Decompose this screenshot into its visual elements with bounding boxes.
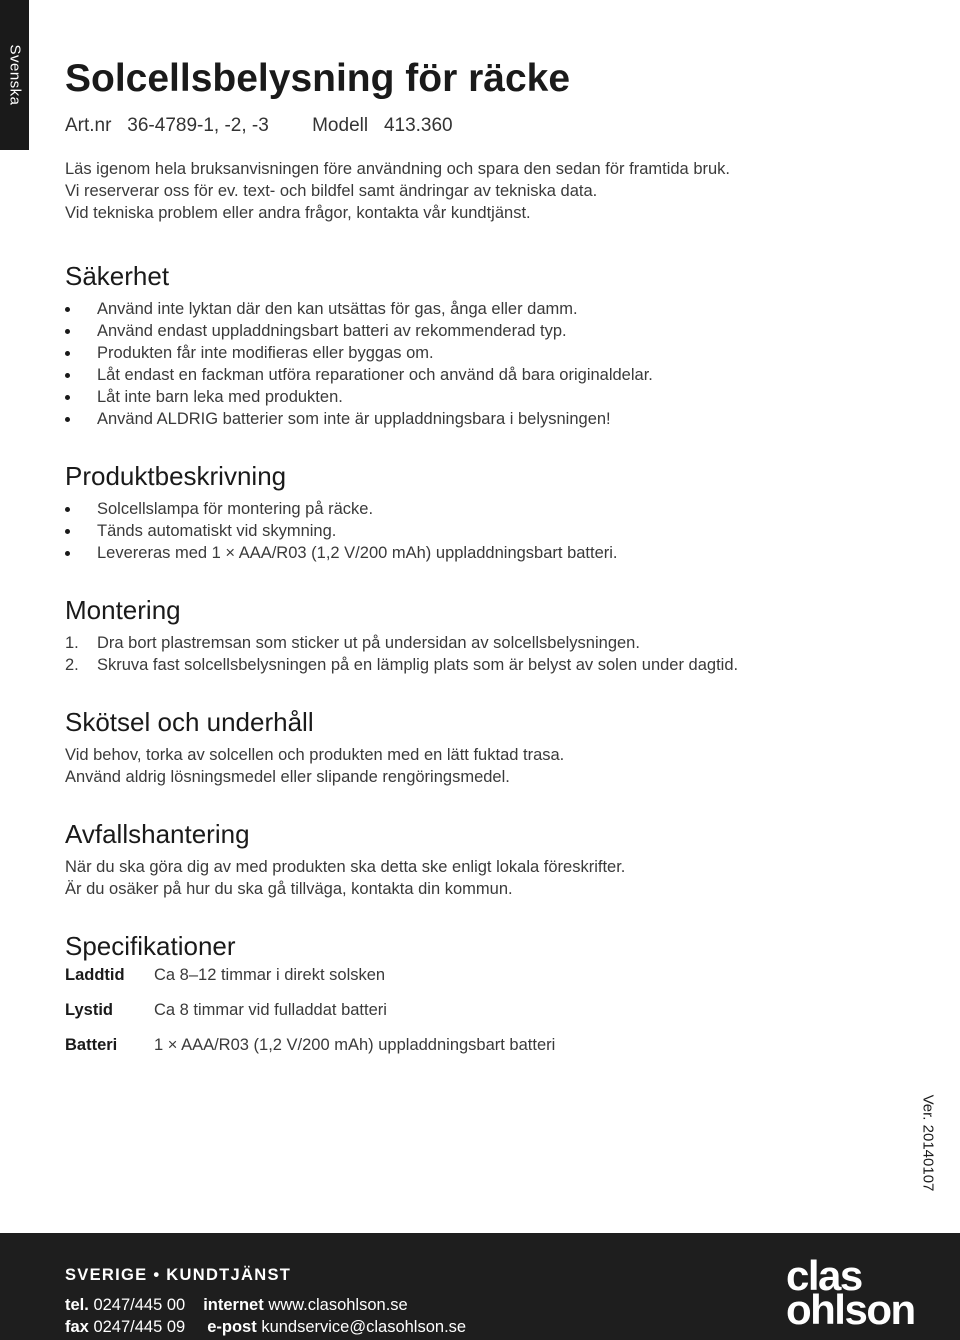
mounting-heading: Montering bbox=[65, 595, 181, 625]
spec-row bbox=[65, 999, 925, 1021]
safety-list bbox=[65, 298, 925, 430]
page-title: Solcellsbelysning för räcke bbox=[65, 57, 571, 100]
spec-row bbox=[65, 1034, 925, 1056]
list-item: Produkten får inte modifieras eller byggas om. bbox=[65, 342, 925, 364]
spec-value: 1 × AAA/R03 (1,2 V/200 mAh) uppladdningsbart batteri bbox=[154, 1036, 556, 1054]
list-item: 1. Dra bort plastremsan som sticker ut på undersidan av solcellsbelysningen. bbox=[65, 634, 640, 652]
intro-line: Läs igenom hela bruksanvisningen före användning och spara den sedan för framtida bruk. bbox=[65, 160, 731, 178]
description-heading: Produktbeskrivning bbox=[65, 461, 287, 491]
care-text: Vid behov, torka av solcellen och produkten med en lätt fuktad trasa. Använd aldrig lösningsmedel eller slipande rengöringsmedel. bbox=[65, 746, 565, 786]
list-item: Låt endast en fackman utföra reparationer och använd då bara originaldelar. bbox=[65, 364, 925, 386]
bullet-icon bbox=[65, 329, 70, 334]
mounting-steps bbox=[65, 632, 925, 676]
model-label: Modell bbox=[312, 115, 369, 136]
footer-contact-row: tel. 0247/445 00 internet www.clasohlson.se bbox=[65, 1296, 408, 1314]
language-label: Svenska bbox=[6, 44, 23, 106]
brand-logo: clas ohlson bbox=[786, 1252, 915, 1333]
intro-text bbox=[65, 158, 925, 224]
intro-line: Vid tekniska problem eller andra frågor, kontakta vår kundtjänst. bbox=[65, 204, 531, 222]
fax-number: 0247/445 09 bbox=[93, 1318, 186, 1336]
footer-contact-row: fax 0247/445 09 e-post kundservice@clasohlson.se bbox=[65, 1318, 467, 1336]
bullet-icon bbox=[65, 529, 70, 534]
specs-table bbox=[65, 964, 925, 1056]
intro-line: Vi reserverar oss för ev. text- och bildfel samt ändringar av tekniska data. bbox=[65, 182, 598, 200]
website-link[interactable]: www.clasohlson.se bbox=[268, 1296, 408, 1314]
list-item: 2. Skruva fast solcellsbelysningen på en lämplig plats som är belyst av solen under dagtid. bbox=[65, 656, 739, 674]
care-heading: Skötsel och underhåll bbox=[65, 707, 314, 737]
bullet-icon bbox=[65, 395, 70, 400]
description-list bbox=[65, 498, 925, 564]
list-item: Använd ALDRIG batterier som inte är uppladdningsbara i belysningen! bbox=[65, 408, 925, 430]
bullet-icon bbox=[65, 417, 70, 422]
list-item: Solcellslampa för montering på räcke. bbox=[65, 498, 925, 520]
list-item: Använd endast uppladdningsbart batteri av rekommenderad typ. bbox=[65, 320, 925, 342]
disposal-heading: Avfallshantering bbox=[65, 819, 250, 849]
bullet-icon bbox=[65, 551, 70, 556]
list-item: Låt inte barn leka med produkten. bbox=[65, 386, 925, 408]
spec-value: Ca 8 timmar vid fulladdat batteri bbox=[154, 1001, 387, 1019]
spec-label: Laddtid bbox=[65, 966, 125, 984]
email-link[interactable]: kundservice@clasohlson.se bbox=[261, 1318, 467, 1336]
article-line bbox=[65, 113, 925, 139]
bullet-icon bbox=[65, 351, 70, 356]
spec-row bbox=[65, 964, 925, 986]
bullet-icon bbox=[65, 307, 70, 312]
spec-label: Lystid bbox=[65, 1001, 113, 1019]
list-item: Levereras med 1 × AAA/R03 (1,2 V/200 mAh) uppladdningsbart batteri. bbox=[65, 542, 925, 564]
specs-heading: Specifikationer bbox=[65, 931, 236, 961]
footer bbox=[0, 1233, 960, 1340]
footer-title: SVERIGE • KUNDTJÄNST bbox=[65, 1266, 292, 1284]
model-number: 413.360 bbox=[383, 115, 453, 136]
version-label: Ver. 20140107 bbox=[919, 1094, 937, 1192]
list-item: Tänds automatiskt vid skymning. bbox=[65, 520, 925, 542]
bullet-icon bbox=[65, 507, 70, 512]
art-label: Art.nr bbox=[65, 115, 112, 136]
list-item: Använd inte lyktan där den kan utsättas för gas, ånga eller damm. bbox=[65, 298, 925, 320]
bullet-icon bbox=[65, 373, 70, 378]
spec-label: Batteri bbox=[65, 1036, 118, 1054]
art-number: 36-4789-1, -2, -3 bbox=[127, 115, 269, 136]
spec-value: Ca 8–12 timmar i direkt solsken bbox=[154, 966, 386, 984]
phone-number: 0247/445 00 bbox=[93, 1296, 186, 1314]
language-tab bbox=[0, 0, 29, 150]
safety-heading: Säkerhet bbox=[65, 261, 170, 291]
manual-content bbox=[65, 55, 925, 1056]
disposal-text: När du ska göra dig av med produkten ska detta ske enligt lokala föreskrifter. Är du osäker på hur du ska gå tillväga, kontakta din kommun. bbox=[65, 858, 626, 898]
